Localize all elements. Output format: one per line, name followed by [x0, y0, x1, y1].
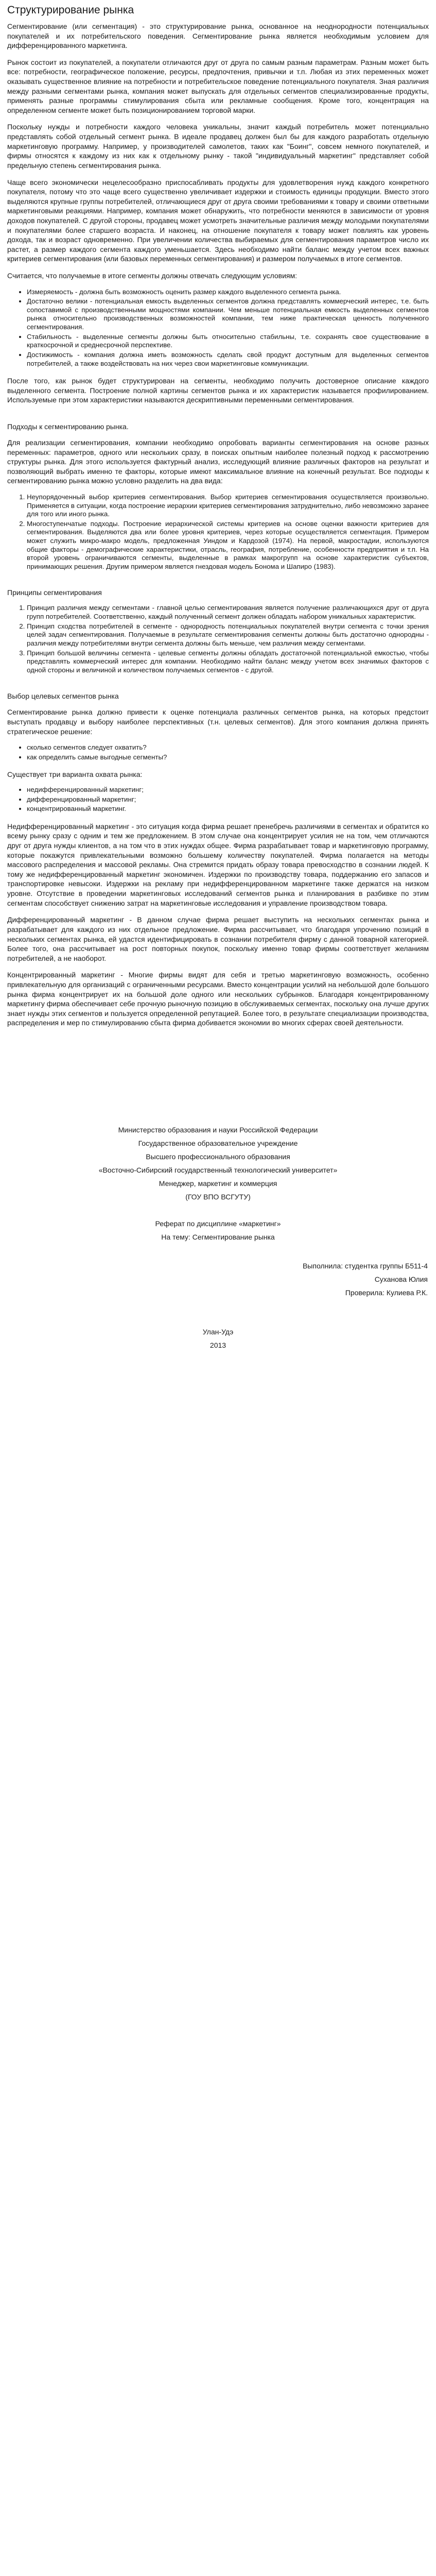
profiling-section — [7, 376, 429, 405]
body-paragraph: Чаще всего экономически нецелесообразно приспосабливать продукты для удовлетворения нужд каждого конкретного покупателя, потому что это чаще всего существенно увеличивает издержки и стоимость единицы продукции. Вместо этого выделяются крупные группы потребителей, отличающиеся друг от друга своими требованиями к товару и своими ответными маркетинговыми реакциями. Например, компания может обнаружить, что потребности меняются в зависимости от уровня доходов покупателей. С другой стороны, продавец может усмотреть значительные различия между молодыми покупателями и покупателями более старшего возраста. И наконец, на отношение покупателя к товару может повлиять как уровень дохода, так и возраст одновременно. При увеличении количества выбираемых для сегментирования параметров число их растет, а размер каждого сегмента каждого уменьшается. Здесь необходимо найти баланс между учетом всех важных критериев сегментирования (или базовых переменных сегментирования) и размером получаемых в итоге сегментов. — [7, 178, 429, 263]
body-paragraph: Недифференцированный маркетинг - это ситуация когда фирма решает пренебречь различиями в сегментах и обратится ко всему рынку сразу с одним и тем же предложением. В этом случае она концентрирует усилия не на том, чем отличаются друг от друга нужды клиентов, а на том что в этих нуждах общее. Фирма разрабатывает товар и маркетинговую программу, которые покажутся привлекательными возможно большему количеству покупателей. Фирма полагается на методы массового распределения и массовой рекламы. Она стремится придать образу товара превосходство в сознании людей. К тому же недифференцированный маркетинг экономичен. Издержки по производству товара, поддержанию его запасов и транспортировке невысоки. Издержки на рекламу при недифференцированном маркетинге также держатся на низком уровне. Отсутствие в проведении маркетинговых исследований сегментов рынка и планирования в разбивке по этим сегментам способствует снижению затрат на маркетинговые исследования и управление производством товара. — [7, 822, 429, 907]
principle-item: 1. Принцип различия между сегментами - главной целью сегментирования является получение различающихся друг от друга групп потребителей. Соответственно, каждый полученный сегмент должен обладать набором уникальных характеристик. — [27, 604, 429, 621]
approach-item: 2. Многоступенчатые подходы. Построение иерархической системы критериев на основе оценки важности критериев для сегментирования. Выделяются два или более уровня критериев, через которые осуществляется сегментация. Примером может служить микро-макро модель, предложенная Уиндом и Кардозой (1974). На первой, макростадии, используются общие факторы - демографические характеристики, отрасль, география, потребление, особенности предприятия и т.п. На второй уровень ограничиваются сегменты, выделенные в рамках макрогрупп на основе характеристик субъектов, принимающих решения. Другим примером является гнездовая модель Бонома и Шапиро (1983). — [27, 520, 429, 571]
principle-item: 2. Принцип сходства потребителей в сегменте - однородность потенциальных покупателей внутри сегмента с точки зрения целей задач сегментирования. Получаемые в результате сегментирования сегменты должны быть достаточно однородны - различия между потребителями внутри сегмента должны быть меньше, чем различия между сегментами. — [27, 622, 429, 648]
approach-item: 1. Неупорядоченный выбор критериев сегментирования. Выбор критериев сегментирования осуществляется произвольно. Применяется в ситуации, когда построение иерархии критериев сегментирования затруднительно, либо невозможно заранее для того или иного рынка. — [27, 493, 429, 519]
year-line: 2013 — [210, 1341, 226, 1350]
approaches-heading: Подходы к сегментированию рынка. — [7, 422, 129, 431]
ministry-line: Министерство образования и науки Российской Федерации — [118, 1126, 318, 1134]
body-paragraph: Считается, что получаемые в итоге сегменты должны отвечать следующим условиям: — [7, 272, 297, 280]
body-paragraph: После того, как рынок будет структурирован на сегменты, необходимо получить достоверное описание каждого выделенного сегмента. Построение полной картины сегментов рынка и их характеристик называется профилированием. Используемые при этом характеристики называются дескриптивными переменными сегментирования. — [7, 377, 429, 404]
condition-item: • Стабильность - выделенные сегменты должны быть относительно стабильны, т.е. сохранять свое существование в краткосрочной и среднесрочной перспективе. — [27, 333, 429, 350]
body-paragraph: Поскольку нужды и потребности каждого человека уникальны, значит каждый потребитель может потенциально представлять собой отдельный сегмент рынка. В идеале продавец должен был бы для каждого разработать отдельную маркетинговую программу. Например, у производителей самолетов, таких как "Боинг", совсем немного покупателей, и фирмы относятся к каждому из них как к отдельному рынку - такой "индивидуальный маркетинг" представляет собой предельную степень сегментирования рынка. — [7, 123, 429, 170]
body-paragraph: Концентрированный маркетинг - Многие фирмы видят для себя и третью маркетинговую возможность, особенно привлекательную для организаций с ограниченными ресурсами. Вместо концентрации усилий на небольшой доле большого рынка фирма концентрирует их на большой доле одного или нескольких субрынков. Благодаря концентрированному маркетингу фирма обеспечивает себе прочную рыночную позицию в обслуживаемых сегментах, поскольку она лучше других знает нужды этих сегментов и пользуется определенной репутацией. Более того, в результате специализации производства, распределения и мер по стимулированию сбыта фирма добивается экономии во многих сферах своей деятельности. — [7, 971, 429, 1027]
page-title: Структурирование рынка — [7, 4, 134, 16]
condition-item: • Достижимость - компания должна иметь возможность сделать свой продукт доступным для выделенных сегментов потребителей, а также воздействовать на них через свои маркетинговые коммуникации. — [27, 351, 429, 368]
checked-by-line: Проверила: Кулиева Р.К. — [345, 1289, 428, 1297]
signers-block — [7, 1262, 429, 1297]
report-line: Реферат по дисциплине «маркетинг» — [155, 1219, 281, 1228]
targeting-intro — [7, 707, 429, 736]
footer-block — [7, 1328, 429, 1349]
strategies-list — [7, 786, 429, 814]
university-line: «Восточно-Сибирский государственный технологический университет» — [98, 1166, 338, 1175]
abbr-line: (ГОУ ВПО ВСГУТУ) — [185, 1193, 251, 1201]
student-name: Суханова Юлия — [374, 1275, 428, 1284]
report-title-block — [7, 1219, 429, 1241]
strategy-item: • недифференцированный маркетинг; — [27, 786, 429, 794]
body-paragraph: Сегментирование (или сегментация) - это структурирование рынка, основанное на неоднородности потенциальных покупателей и их потребительского поведения. Сегментирование рынка является необходимым условием для дифференцированного маркетинга. — [7, 22, 429, 50]
principles-heading: Принципы сегментирования — [7, 588, 102, 597]
question-item: • сколько сегментов следует охватить? — [27, 743, 429, 752]
title-page-header — [7, 1126, 429, 1201]
question-item: • как определить самые выгодные сегменты? — [27, 753, 429, 762]
strategy-item: • концентрированный маркетинг. — [27, 805, 429, 814]
department-line: Менеджер, маркетинг и коммерция — [159, 1179, 277, 1188]
approaches-list — [7, 493, 429, 571]
performed-by-line: Выполнила: студентка группы Б511-4 — [302, 1262, 428, 1270]
principle-item: 3. Принцип большой величины сегмента - целевые сегменты должны обладать достаточной потенциальной емкостью, чтобы представлять коммерческий интерес для компании. Необходимо найти баланс между учетом всех значимых факторов с одной стороны и величиной и количеством получаемых сегментов - с другой. — [27, 649, 429, 675]
strategies-intro: Существует три варианта охвата рынка: — [7, 770, 143, 779]
education-level-line: Высшего профессионального образования — [146, 1153, 290, 1161]
intro-section — [7, 22, 429, 281]
targeting-heading: Выбор целевых сегментов рынка — [7, 692, 119, 701]
body-paragraph: Дифференцированный маркетинг - В данном случае фирма решает выступить на нескольких сегментах рынка и разрабатывает для каждого из них отдельное предложение. Фирма рассчитывает, что благодаря упрочению позиций в нескольких сегментах рынка, ей удастся идентифицировать в сознании потребителя фирму с данной товарной категорией. Более того, она рассчитывает на рост повторных покупок, поскольку именно товар фирмы соответствует желаниям потребителей, а не наоборот. — [7, 916, 429, 962]
conditions-list — [7, 288, 429, 368]
institution-type-line: Государственное образовательное учреждение — [138, 1139, 298, 1148]
condition-item: • Измеряемость - должна быть возможность оценить размер каждого выделенного сегмента рынка. — [27, 288, 429, 297]
topic-line: На тему: Сегментирование рынка — [161, 1233, 275, 1242]
strategy-item: • дифференцированный маркетинг; — [27, 795, 429, 804]
approaches-intro — [7, 438, 429, 486]
strategies-section — [7, 822, 429, 1028]
city-line: Улан-Удэ — [202, 1328, 234, 1336]
condition-item: • Достаточно велики - потенциальная емкость выделенных сегментов должна представлять коммерческий интерес, т.е. быть сопоставимой с производственными мощностями компании. Чем меньше потенциальная емкость выделенных сегментов рынка относительно производственных возможностей компании, тем ниже практическая ценность полученного сегментирования. — [27, 297, 429, 331]
body-paragraph: Рынок состоит из покупателей, а покупатели отличаются друг от друга по самым разным параметрам. Разным может быть все: потребности, географическое положение, ресурсы, предпочтения, привычки и т.п. Любая из этих переменных может оказывать существенное влияние на потребности и потребительское поведение потенциального покупателя. Зная различия между разными сегментами рынка, компания может выпускать для отдельных сегментов специализированные продукты, применять разные программы стимулирования сбыта или рекламные сообщения. Кроме того, концентрация на определенном сегменте может быть позиционированием торговой марки. — [7, 58, 429, 114]
targeting-questions-list — [7, 743, 429, 761]
body-paragraph: Сегментирование рынка должно привести к оценке потенциала различных сегментов рынка, на которых предстоит выступать продавцу и выбору наиболее перспективных (т.н. целевых сегментов). Для этого компания должна принять стратегическое решение: — [7, 708, 429, 736]
principles-list — [7, 604, 429, 674]
body-paragraph: Для реализации сегментирования, компании необходимо опробовать варианты сегментирования на основе разных переменных: параметров, одного или нескольких сразу, в поисках опытным наиболее полезный подход к рассмотрению структуры рынка. Для этого используется фактурный анализ, исследующий влияние различных факторов на результат и позволяющий выбрать именно те факторы, которые имеют максимальное влияние на конечный результат. Все подходы к сегментированию рынка можно условно разделить на два вида: — [7, 438, 429, 485]
